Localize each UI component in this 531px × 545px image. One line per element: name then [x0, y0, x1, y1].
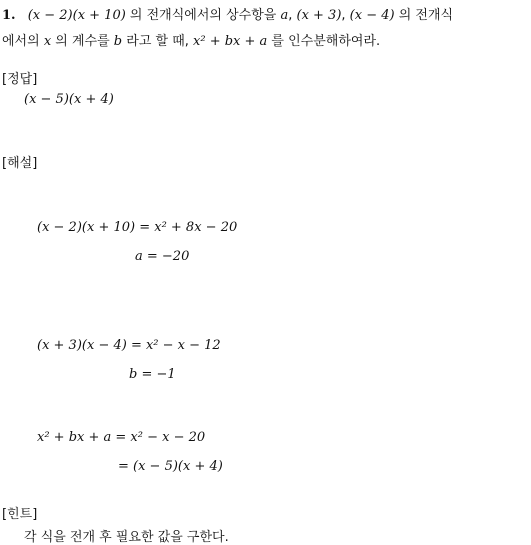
math-segment: (x − 4) — [349, 8, 395, 23]
solution-line-1: (x − 2)(x + 10) = x² + 8x − 20 — [37, 220, 238, 235]
hint-label: [힌트] — [2, 507, 38, 522]
math-segment: x² + bx + a — [193, 34, 268, 49]
text-segment: 의 전개식에서의 상수항을 — [125, 8, 281, 23]
math-segment: b — [113, 34, 123, 49]
problem-number: 1. — [2, 8, 16, 23]
math-segment: a — [280, 8, 289, 23]
math-segment: (x − 2)(x + 10) — [27, 8, 126, 23]
answer-label: [정답] — [2, 72, 38, 87]
solution-line-2: a = −20 — [135, 249, 190, 264]
text-segment: 의 전개식 — [394, 8, 454, 23]
math-segment: (x + 3) — [296, 8, 342, 23]
text-segment: , — [288, 8, 297, 23]
solution-line-5: x² + bx + a = x² − x − 20 — [37, 430, 206, 445]
hint-text: 각 식을 전개 후 필요한 값을 구한다. — [24, 530, 229, 545]
solution-line-4: b = −1 — [129, 367, 176, 382]
problem-line-1-content — [28, 8, 453, 23]
text-segment: 라고 할 때, — [122, 34, 194, 49]
text-segment: , — [341, 8, 350, 23]
math-segment: x — [43, 34, 52, 49]
text-segment: 의 계수를 — [51, 34, 114, 49]
problem-line-1 — [2, 4, 453, 23]
solution-line-3: (x + 3)(x − 4) = x² − x − 12 — [37, 338, 221, 353]
answer-value: (x − 5)(x + 4) — [24, 92, 114, 107]
solution-label: [해설] — [2, 156, 38, 171]
solution-line-6: = (x − 5)(x + 4) — [118, 459, 223, 474]
problem-line-2 — [2, 30, 380, 49]
text-segment: 를 인수분해하여라. — [267, 34, 381, 49]
problem-line-2-content — [2, 34, 380, 49]
text-segment: 에서의 — [2, 34, 44, 49]
